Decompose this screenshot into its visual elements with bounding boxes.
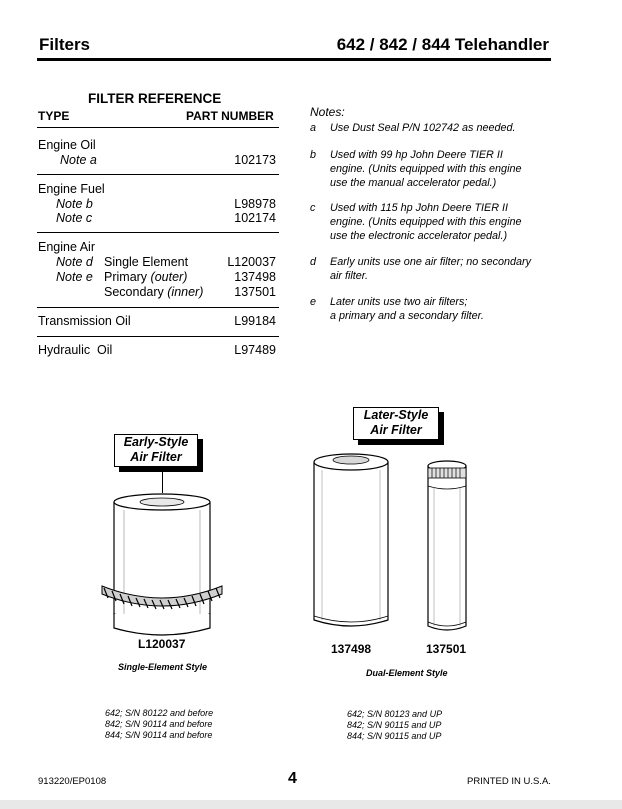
notes-title: Notes: xyxy=(310,105,345,119)
engine-oil-part: 102173 xyxy=(234,153,276,167)
secondary-element-part: 137501 xyxy=(234,285,276,299)
table-rule xyxy=(37,336,279,337)
secondary-element-label: Secondary (inner) xyxy=(104,285,204,299)
filter-reference-title: FILTER REFERENCE xyxy=(88,91,222,106)
single-element-part: L120037 xyxy=(227,255,276,269)
engine-oil-note: Note a xyxy=(60,153,97,167)
engine-fuel-part-c: 102174 xyxy=(234,211,276,225)
early-serial-range: 642; S/N 80122 and before 842; S/N 90114 and before 844; S/N 90114 and before xyxy=(105,708,214,740)
page-bottom-edge xyxy=(0,800,622,809)
engine-fuel-note-c: Note c xyxy=(56,211,93,225)
transmission-oil-label: Transmission Oil xyxy=(38,314,131,328)
printed-in-label: PRINTED IN U.S.A. xyxy=(467,776,551,787)
type-column-header: TYPE xyxy=(38,109,70,123)
engine-air-note-e: Note e xyxy=(56,270,93,284)
secondary-filter-illustration xyxy=(422,458,472,636)
single-element-filter-illustration xyxy=(98,488,226,636)
single-element-caption: Single-Element Style xyxy=(118,662,208,672)
hydraulic-oil-label: Hydraulic Oil xyxy=(38,343,113,357)
primary-filter-part-number: 137498 xyxy=(331,642,372,656)
header-rule xyxy=(37,58,551,61)
engine-air-label: Engine Air xyxy=(38,240,95,254)
primary-filter-illustration xyxy=(306,448,396,638)
table-rule xyxy=(37,174,279,175)
later-serial-range: 642; S/N 80123 and UP 842; S/N 90115 and UP 844; S/N 90115 and UP xyxy=(347,709,443,741)
hydraulic-oil-part: L97489 xyxy=(234,343,276,357)
engine-fuel-label: Engine Fuel xyxy=(38,182,105,196)
engine-fuel-note-b: Note b xyxy=(56,197,93,211)
dual-element-caption: Dual-Element Style xyxy=(366,668,448,678)
single-element-label: Single Element xyxy=(104,255,189,269)
later-style-callout: Later-Style Air Filter xyxy=(353,407,439,440)
primary-element-label: Primary (outer) xyxy=(104,270,188,284)
early-filter-part-number: L120037 xyxy=(138,637,186,651)
engine-air-note-d: Note d xyxy=(56,255,93,269)
table-rule xyxy=(37,127,279,128)
section-title: Filters xyxy=(39,35,91,54)
table-rule xyxy=(37,307,279,308)
document-number: 913220/EP0108 xyxy=(38,776,107,787)
table-rule xyxy=(37,232,279,233)
page-number: 4 xyxy=(288,770,297,787)
engine-oil-label: Engine Oil xyxy=(38,138,96,152)
secondary-filter-part-number: 137501 xyxy=(426,642,467,656)
primary-element-part: 137498 xyxy=(234,270,276,284)
model-title: 642 / 842 / 844 Telehandler xyxy=(336,35,549,54)
engine-fuel-part-b: L98978 xyxy=(234,197,276,211)
part-number-column-header: PART NUMBER xyxy=(186,109,274,123)
transmission-oil-part: L99184 xyxy=(234,314,276,328)
early-style-callout: Early-Style Air Filter xyxy=(114,434,198,467)
